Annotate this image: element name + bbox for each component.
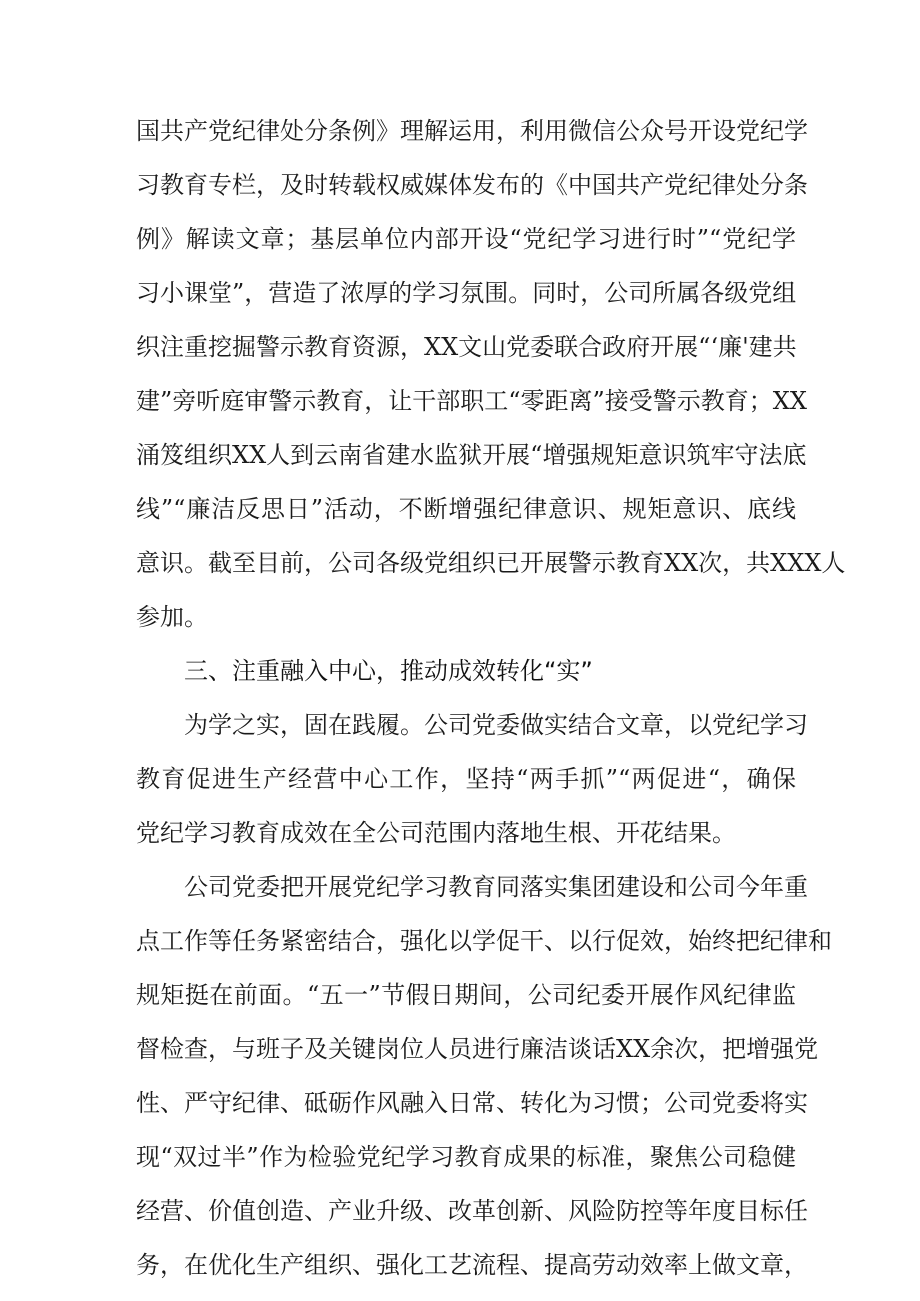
- paragraph-1-line-9: 意识。截至目前，公司各级党组织已开展警示教育XX次，共XXX人: [136, 549, 846, 577]
- paragraph-3-line-7: 经营、价值创造、产业升级、改革创新、风险防控等年度目标任: [136, 1197, 808, 1225]
- paragraph-1-line-2: 习教育专栏，及时转载权威媒体发布的《中国共产党纪律处分条: [136, 171, 808, 199]
- paragraph-1-line-4: 习小课堂”，营造了浓厚的学习氛围。同时，公司所属各级党组: [136, 279, 797, 307]
- paragraph-3-line-3: 规矩挺在前面。“五一”节假日期间，公司纪委开展作风纪律监: [136, 981, 796, 1009]
- paragraph-1-line-8: 线”“廉洁反思日”活动，不断增强纪律意识、规矩意识、底线: [136, 495, 796, 523]
- paragraph-1-line-10: 参加。: [136, 603, 208, 631]
- section-heading: 三、注重融入中心，推动成效转化“实”: [184, 657, 593, 685]
- paragraph-2-line-1: 为学之实，固在践履。公司党委做实结合文章，以党纪学习: [184, 711, 808, 739]
- paragraph-3-line-5: 性、严守纪律、砥砺作风融入日常、转化为习惯；公司党委将实: [136, 1089, 808, 1117]
- paragraph-3-line-6: 现“双过半”作为检验党纪学习教育成果的标准，聚焦公司稳健: [136, 1143, 796, 1171]
- paragraph-1-line-3: 例》解读文章；基层单位内部开设“党纪学习进行时”“党纪学: [136, 225, 796, 253]
- paragraph-1-line-7: 涌笈组织XX人到云南省建水监狱开展“增强规矩意识筑牢守法底: [136, 441, 807, 469]
- paragraph-2-line-2: 教育促进生产经营中心工作，坚持“两手抓”“两促进“，确保: [136, 765, 796, 793]
- paragraph-1-line-1: 国共产党纪律处分条例》理解运用，利用微信公众号开设党纪学: [136, 117, 808, 145]
- paragraph-1-line-5: 织注重挖掘警示教育资源，XX文山党委联合政府开展“‘廉'建共: [136, 333, 797, 361]
- paragraph-2-line-3: 党纪学习教育成效在全公司范围内落地生根、开花结果。: [136, 819, 736, 847]
- paragraph-3-line-4: 督检查，与班子及关键岗位人员进行廉洁谈话XX余次，把增强党: [136, 1035, 819, 1063]
- paragraph-3-line-8: 务，在优化生产组织、强化工艺流程、提高劳动效率上做文章，: [136, 1251, 808, 1279]
- paragraph-1-line-6: 建”旁听庭审警示教育，让干部职工“零距离”接受警示教育；XX: [136, 387, 807, 415]
- paragraph-3-line-1: 公司党委把开展党纪学习教育同落实集团建设和公司今年重: [184, 873, 808, 901]
- paragraph-3-line-2: 点工作等任务紧密结合，强化以学促干、以行促效，始终把纪律和: [136, 927, 832, 955]
